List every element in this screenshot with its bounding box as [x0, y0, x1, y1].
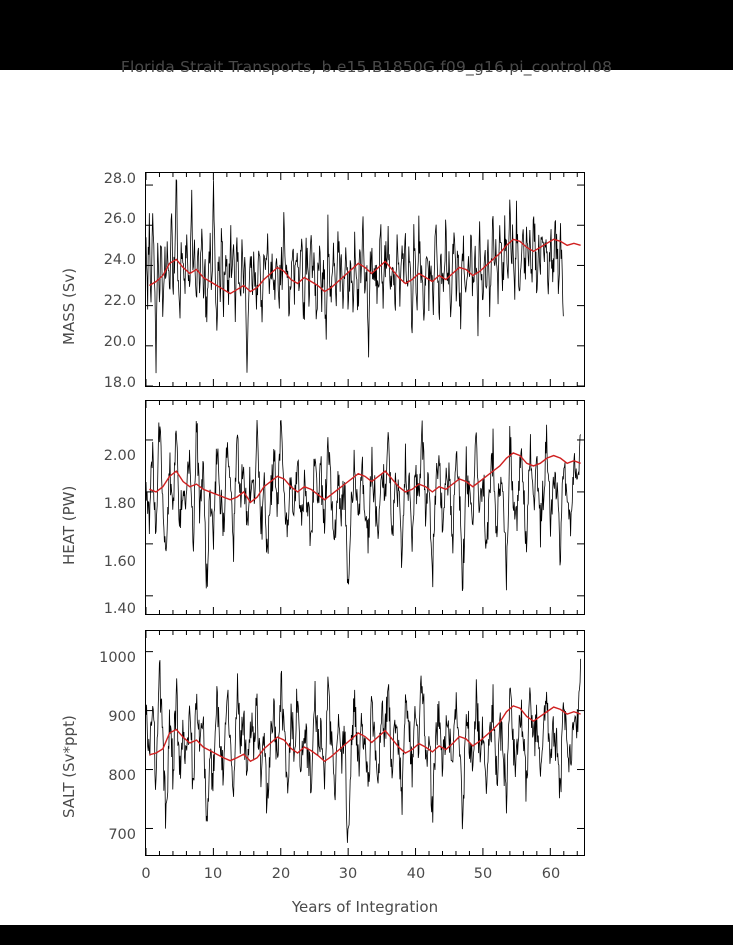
figure-title: Florida Strait Transports, b.e15.B1850G.f09_g16.pi_control.08 [120, 58, 613, 76]
xtick-6: 60 [541, 866, 561, 882]
panel-mass-ytick-0: 28.0 [103, 171, 136, 187]
panel-heat [145, 400, 585, 615]
panel-salt-ytick-1: 900 [108, 709, 136, 725]
panel-heat-plot [146, 401, 584, 614]
xtick-5: 50 [473, 866, 493, 882]
panel-mass [145, 172, 585, 387]
panel-salt-ytick-3: 700 [108, 827, 136, 843]
panel-heat-ylabel: HEAT (PW) [60, 485, 78, 565]
panel-mass-ylabel: MASS (Sv) [60, 267, 78, 345]
xtick-4: 40 [406, 866, 426, 882]
panel-mass-ytick-1: 26.0 [103, 211, 136, 227]
panel-salt-plot [146, 631, 584, 855]
panel-heat-ytick-0: 2.00 [103, 448, 136, 464]
xtick-2: 20 [271, 866, 291, 882]
panel-mass-plot [146, 173, 584, 386]
panel-mass-ytick-5: 18.0 [103, 375, 136, 391]
panel-salt [145, 630, 585, 856]
panel-salt-ylabel: SALT (Sv*ppt) [60, 715, 78, 818]
panel-salt-ytick-2: 800 [108, 768, 136, 784]
panel-heat-ytick-2: 1.60 [103, 554, 136, 570]
panel-mass-ytick-4: 20.0 [103, 334, 136, 350]
panel-mass-ytick-3: 22.0 [103, 293, 136, 309]
panel-heat-ytick-3: 1.40 [103, 601, 136, 617]
xtick-0: 0 [141, 866, 151, 882]
panel-salt-ytick-0: 1000 [99, 650, 136, 666]
panel-heat-ytick-1: 1.80 [103, 496, 136, 512]
x-axis-label: Years of Integration [291, 898, 439, 916]
xtick-3: 30 [338, 866, 358, 882]
panel-mass-ytick-2: 24.0 [103, 252, 136, 268]
xtick-1: 10 [203, 866, 223, 882]
